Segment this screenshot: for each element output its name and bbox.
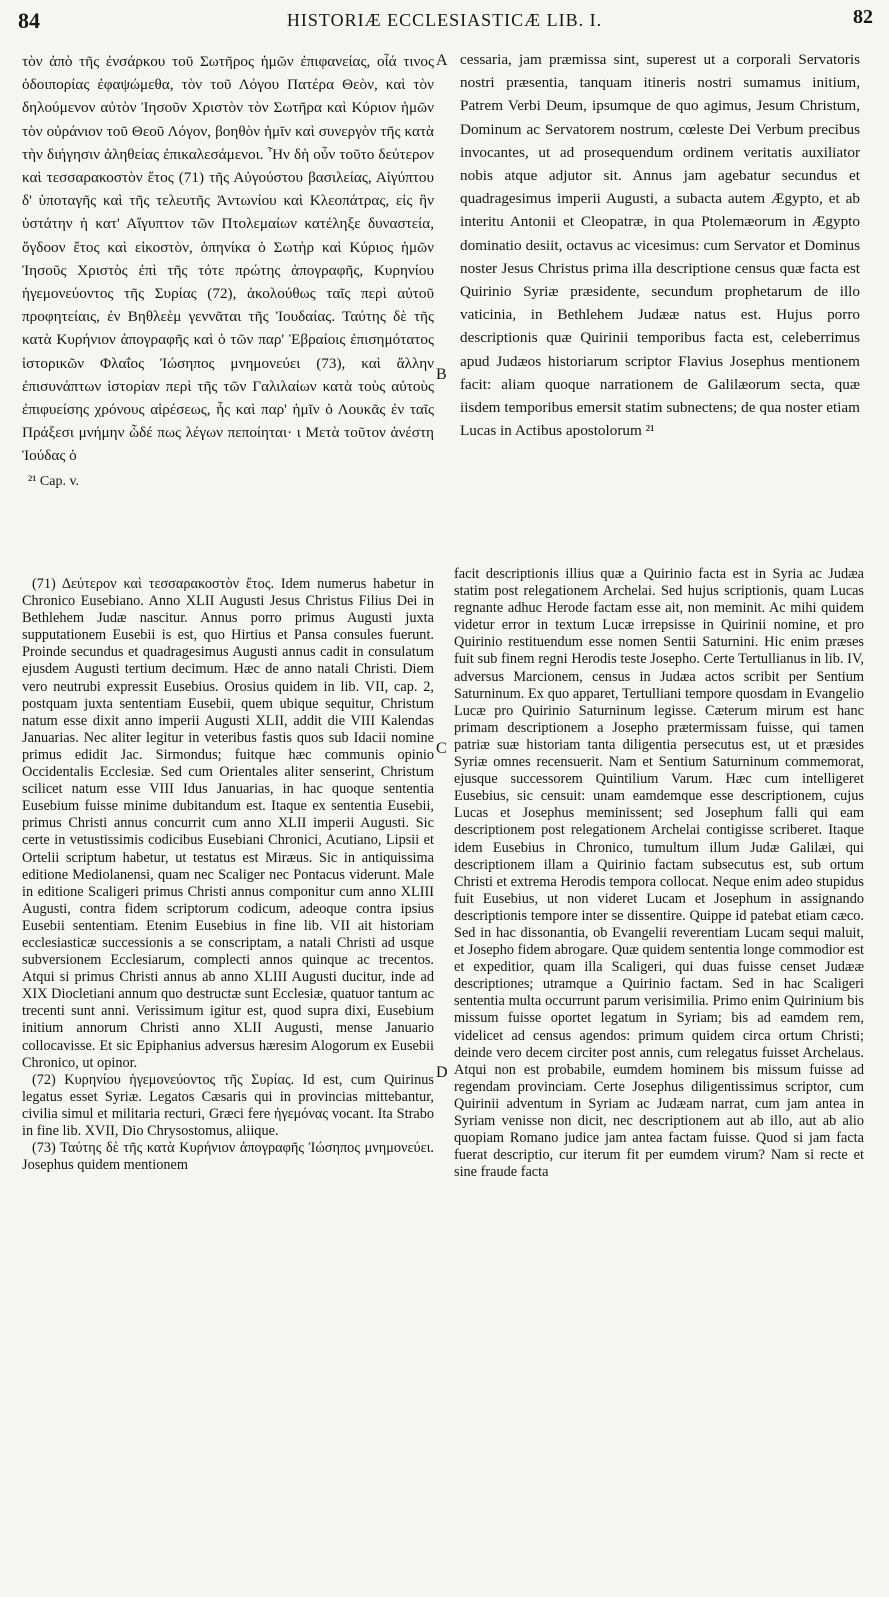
chapter-marker: ²¹ Cap. v. [28,473,80,489]
page-number-left: 84 [18,8,40,33]
note-71: (71) Δεύτερον καὶ τεσσαρακοστὸν ἔτος. Idem numerus habetur in Chronico Eusebiano. Anno XLII Augusti Jesus Christus Filius Dei in Bethlehem Judæ nascitur. Annus porro primus Augusti juxta supputationem Eusebii is est, quo Hirtius et Pansa consules fuerunt. Proinde secundus et quadragesimus Augusti annus cadit in consulatum ejusdem Augusti tertium decimum. Hæc de anno natali Christi. Diem vero neutrubi expressit Eusebius. Orosius quidem in lib. VII, cap. 2, postquam juxta sententiam Eusebii, quem ubique sequitur, Christum natum esse dixit anno imperii Augusti XLII, addit die VIII Kalendas Januarias. Nec aliter legitur in veteribus fastis quos sub Idacii nomine primus edidit Jac. Sirmondus; fuitque hæc communis opinio Occidentalis Ecclesiæ. Sed cum Orientales aliter senserint, Christum scilicet natum esse VIII Idus Januarias, in hac quoque sententia Eusebium fuisse minime dubitandum est. Itaque ex sententia Eusebii, primus Christi annus concurrit cum anno XLII imperii Augusti. Sic certe in vetustissimis codicibus Eusebiani Chronici, Acutiano, Lipsii et Ortelii scriptum habetur, ut testatus est Miræus. Sic in antiquissima editione Mediolanensi, quam nec Scaliger nec Pontacus viderunt. Male in editione Scaligeri primus Christi annus componitur cum anno XLIII Augusti, contra fidem scriptorum codicum, adeoque contra ipsius Eusebii sententiam. Etenim Eusebius in fine lib. VII ait historiam ecclesiasticæ successionis a se conscriptam, a natali Christi ad usque subversionem Ecclesiarum, complecti annos quinque ac trecentos. Atqui si primus Christi annus ab anno XLIII Augusti ducitur, inde ad XIX Diocletiani annum quo destructæ sunt Ecclesiæ, quatuor tantum ac trecenti sunt anni. Verissimum igitur est, quod supra dixi, Eusebium initium annorum Christi anno XLII Augusti, mense Januario collocavisse. Et sic Epiphanius adversus hæresim Alogorum ex Eusebii Chronico, ut opinor. [22,576,434,1071]
latin-text-column [460,48,860,442]
margin-letter-b: B [436,366,447,383]
greek-main-text: τὸν ἀπὸ τῆς ἐνσάρκου τοῦ Σωτῆρος ἡμῶν ἐπιφανείας, οἷά τινος ὁδοιπορίας ἐφαψώμεθα, τὸν τοῦ Λόγου Πατέρα Θεὸν, καὶ τὸν δηλούμενον αὐτὸν Ἰησοῦν Χριστὸν τὸν Σωτῆρα καὶ Κύριον ἡμῶν τὸν οὐράνιον τοῦ Θεοῦ Λόγον, βοηθὸν ἡμῖν καὶ συνεργὸν τῆς κατὰ τὴν διήγησιν ἀληθείας ἐπικαλεσάμενοι. Ἦν δὴ οὖν τοῦτο δεύτερον καὶ τεσσαρακοστὸν ἔτος (71) τῆς Αὐγούστου βασιλείας, Αἰγύπτου δ' ὑποταγῆς καὶ τῆς τελευτῆς Ἀντωνίου καὶ Κλεοπάτρας, εἰς ἣν ὑστάτην ἡ κατ' Αἴγυπτον τῶν Πτολεμαίων κατέληξε δυναστεία, ὄγδοον ἔτος καὶ εἰκοστὸν, ὁπηνίκα ὁ Σωτὴρ καὶ Κύριος ἡμῶν Ἰησοῦς Χριστὸς ἐπὶ τῆς τότε πρώτης ἀπογραφῆς, Κυρηνίου ἡγεμονεύοντος τῆς Συρίας (72), ἀκολούθως ταῖς περὶ αὐτοῦ προφητείαις, ἐν Βηθλεὲμ γεννᾶται τῆς Ἰουδαίας. Ταύτης δὲ τῆς κατὰ Κυρήνιον ἀπογραφῆς καὶ ὁ τῶν παρ' Ἑβραίοις ἐπισημότατος ἱστορικῶν Φλαΐος Ἰώσηπος μνημονεύει (73), καὶ ἄλλην ἐπισυνάπτων ἱστορίαν περὶ τῆς τῶν Γαλιλαίων κατὰ τοὺς αὐτοὺς ἐπιφυείσης χρόνους αἱρέσεως, ἧς καὶ παρ' ἡμῖν ὁ Λουκᾶς ἐν ταῖς Πράξεσι μνήμην ὧδέ πως λέγων πεποίηται· ι Μετὰ τοῦτον ἀνέστη Ἰούδας ὁ [22,53,434,465]
note-73: (73) Ταύτης δὲ τῆς κατὰ Κυρήνιον ἀπογραφῆς Ἰώσηπος μνημονεύει. Josephus quidem mentionem [22,1140,434,1174]
margin-letter-a: A [436,52,448,69]
notes-right-column [454,566,864,1181]
greek-text-column [22,50,434,493]
page-header [14,6,875,40]
margin-letter-c: C [436,740,447,757]
latin-main-text: cessaria, jam præmissa sint, superest ut a corporali Servatoris nostri præsentia, tanquam itineris nostri sumamus initium, Patrem Verbi Deum, ipsumque de quo agimus, Jesum Christum, Dominum ac Servatorem nostrum, cœleste Dei Verbum precibus invocantes, ut ad prosequendum ordinem veritatis auxiliator nobis atque adjutor sit. Annus jam agebatur secundus et quadragesimus imperii Augusti, a subacta autem Ægypto, et ab interitu Antonii et Cleopatræ, in qua Ptolemæorum in Ægypto dominatio desiit, octavus ac vicesimus: cum Servator et Dominus noster Jesus Christus prima illa descriptione census quæ facta est Quirinio Syriæ præsidente, secundum prophetarum de illo vaticinia, in Bethlehem Judææ natus est. Hujus porro descriptionis quæ Quirinii temporibus facta est, celeberrimus apud Judæos historiarum scriptor Flavius Josephus mentionem facit: aliam quoque narrationem de Galilæorum secta, quæ iisdem temporibus emersit statim subnectens; de qua noster etiam Lucas in Actibus apostolorum ²¹ [460,51,860,440]
notes-left-column [22,576,434,1174]
page-number-right: 82 [853,6,873,28]
note-73-continued: facit descriptionis illius quæ a Quirinio facta est in Syria ac Judæa statim post relegationem Archelai. Sed hujus scriptionis, quam Lucas regnante adhuc Herode factam esse ait, non meminit. Ac mihi quidem videtur error in textum Lucæ irrepsisse in Quirinii nomine, et pro Quirinio restituendum esse nomen Sentii Saturnini. Hic enim præses fuit sub finem regni Herodis teste Josepho. Certe Tertullianus in lib. IV, adversus Marcionem, census in Judæa actos scribit per Sentium Saturninum. Ex quo apparet, Tertulliani tempore quosdam in Evangelio Lucæ pro Quirinio Saturninum legisse. Cæterum mirum est hanc primam descriptionem a Josepho prætermissam fuisse, qui tamen patriæ suæ historiam tanta diligentia persecutus est, ut et præsides Syriæ omnes recensuerit. Nam et Sentium Saturninum commemorat, ejusque successorem Quintilium Varum. Hæc cum intelligeret Eusebius, sic censuit: unam eamdemque esse descriptionem, cujus Lucas et Josephus meminissent; sed Josephum falli qui eam descriptionem post relegationem Archelai contigisse scriberet. Itaque idem Eusebius in Chronico, tumultum illum Judæ Galilæi, qui descriptionem illam a Quirinio factam subsecutus est, sub ortum Christi et extrema Herodis tempora collocat. Neque enim adeo stupidus fuit Eusebius, ut non videret Lucam et Josephum in assignando descriptionis tempore inter se dissentire. Quippe id patebat etiam cæco. Sed in hac dissonantia, ob Evangelii reverentiam Lucam sequi maluit, et Josepho fidem abrogare. Quæ quidem sententia longe commodior est et expeditior, quam illa Scaligeri, qui duas fuisse censet Judææ descriptiones; utramque a Quirinio factam. Sed in hac Scaligeri sententia multa occurrunt parum verisimilia. Primo enim Quirinium bis missum fuisse oportet legatum in Syriam; bis ad eamdem rem, videlicet ad census agendos: primum quidem circa ortum Christi; deinde vero decem circiter post annis, cum relegatus fuisset Archelaus. Atqui non est probabile, eumdem hominem bis missum fuisse ad regendam provinciam. Certe Josephus diligentissimus scriptor, cum Quirinii adventum in Syriam ac Judæam narrat, cum jam antea in Syriam venisse non dicit, nec descriptionem aut ab illo, aut ab alio quopiam Romano judice jam antea factam fuisse. Quod si jam facta fuerat descriptio, cur iterum fit per eumdem virum? Nam si recte et sine fraude facta [454,566,864,1181]
note-72: (72) Κυρηνίου ἡγεμονεύοντος τῆς Συρίας. Id est, cum Quirinus legatus esset Syriæ. Legatos Cæsaris qui in provincias mittebantur, civilia simul et militaria recturi, Græci fere ἡγεμόνας vocant. Ita Strabo in fine lib. XVII, Dio Chrysostomus, aliique. [22,1071,434,1139]
margin-letter-d: D [436,1064,448,1081]
running-title: HISTORIÆ ECCLESIASTICÆ LIB. I. [286,10,603,30]
